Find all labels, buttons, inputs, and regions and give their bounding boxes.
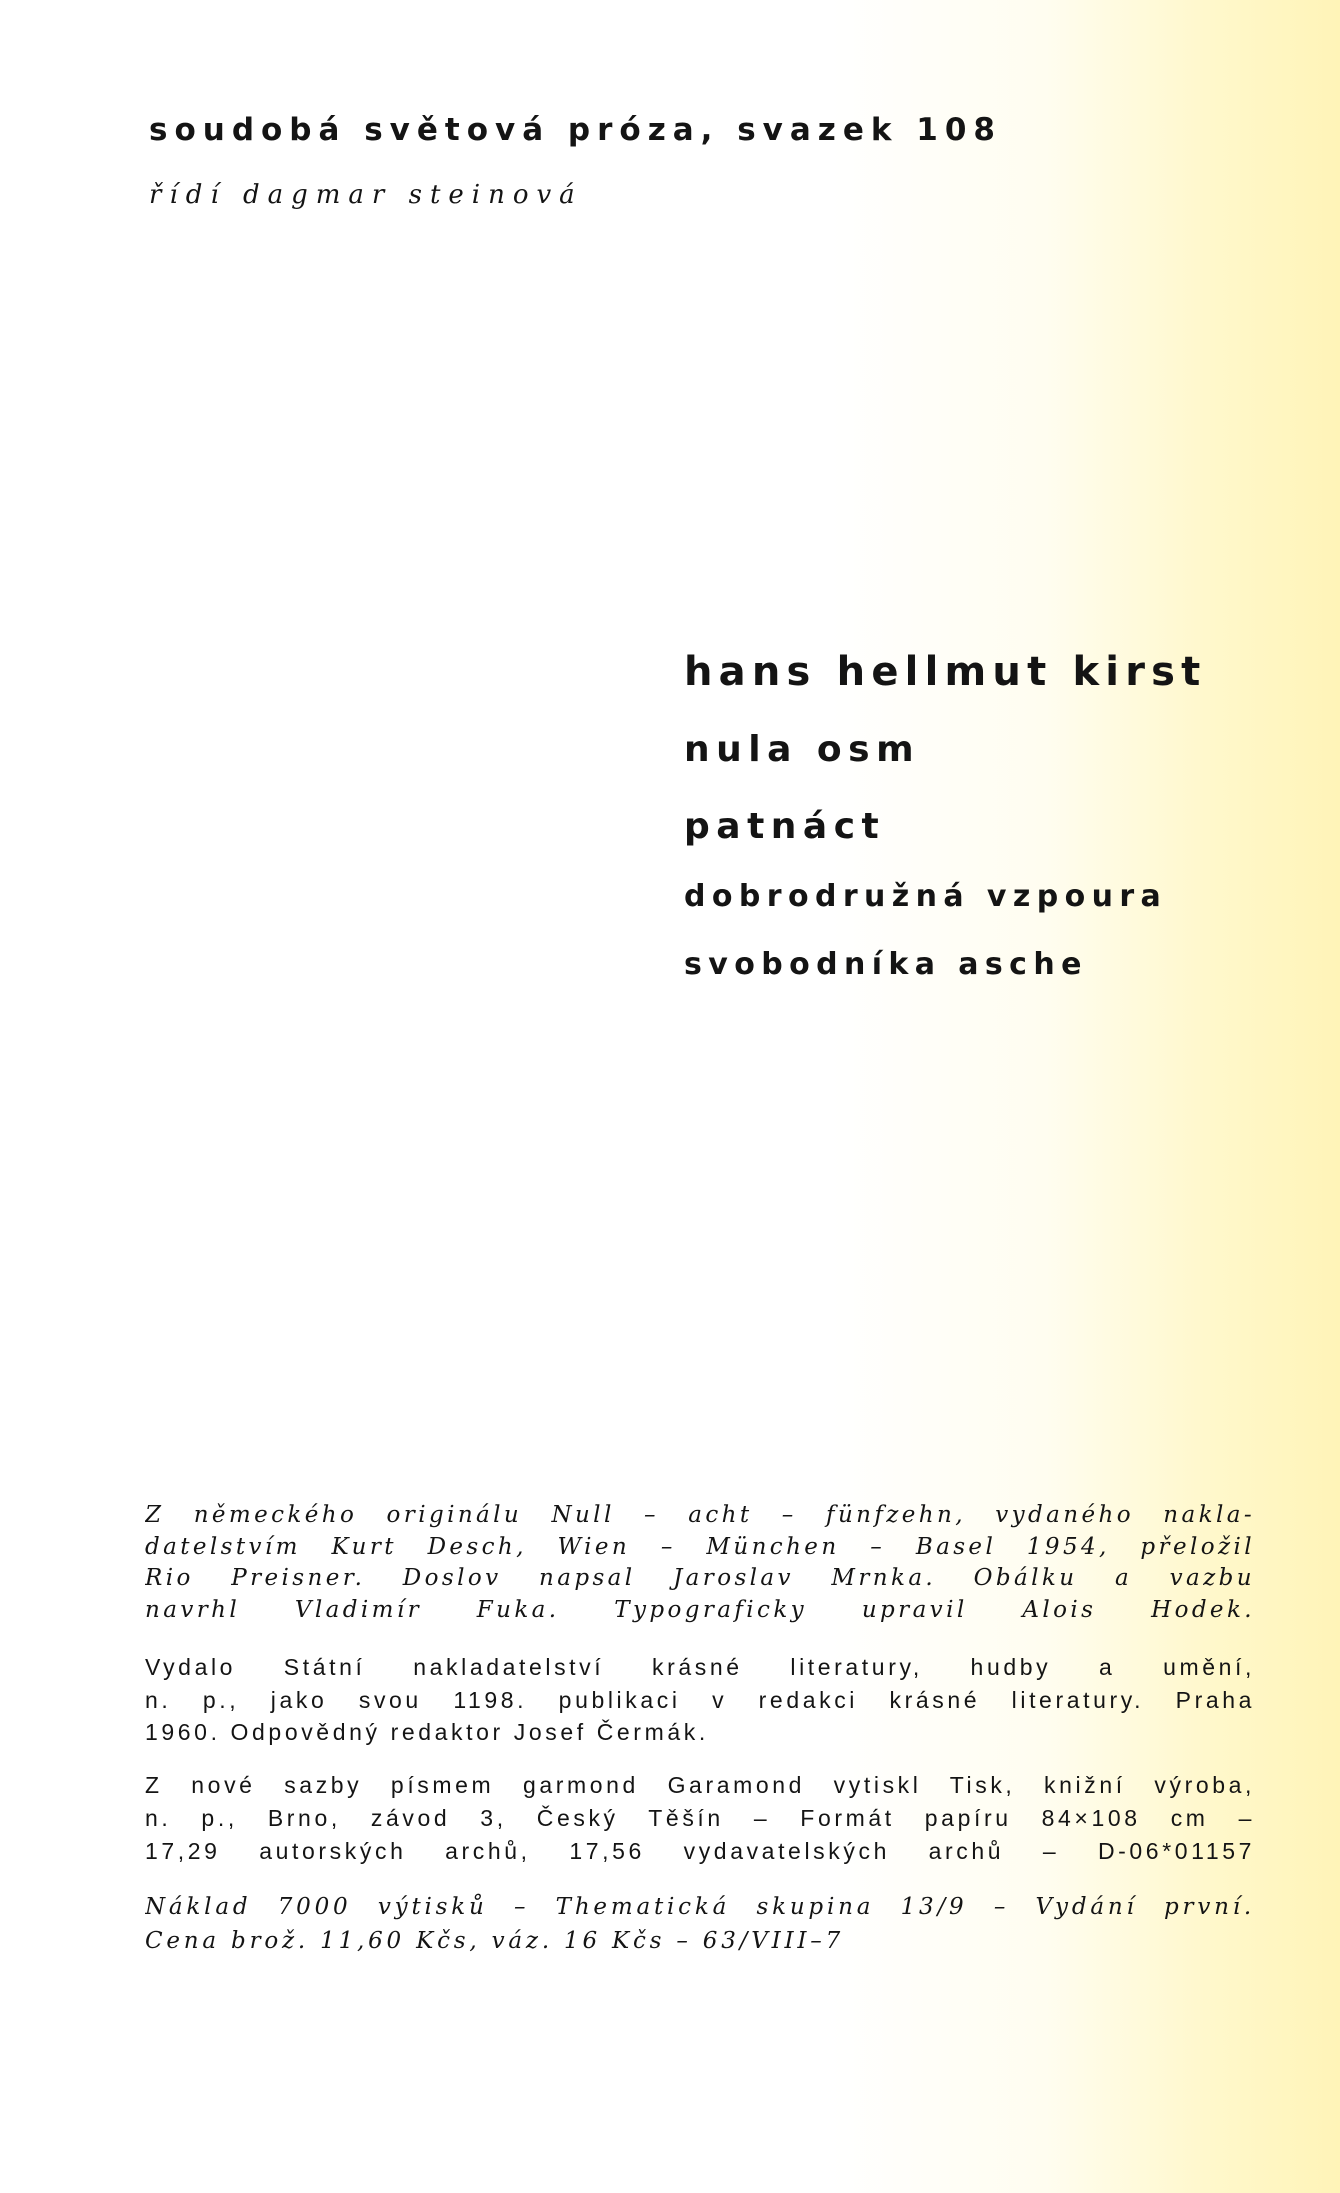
text-line: Rio Preisner. Doslov napsal Jaroslav Mrnka. Obálku a vazbu <box>145 1565 1255 1591</box>
text-line: Náklad 7000 výtisků – Thematická skupina 13/9 – Vydání první. <box>145 1894 1255 1920</box>
edition-note <box>145 1892 1255 1960</box>
text-line: Z německého originálu Null – acht – fünfzehn, vydaného nakla- <box>145 1502 1255 1528</box>
title-block <box>684 650 1206 1008</box>
text-line: Z nové sazby písmem garmond Garamond vytiskl Tisk, knižní výroba, <box>145 1772 1255 1798</box>
text-line: n. p., Brno, závod 3, Český Těšín – Formát papíru 84×108 cm – <box>145 1805 1255 1831</box>
print-note <box>145 1770 1255 1869</box>
text-line: 17,29 autorských archů, 17,56 vydavatelských archů – D-06*01157 <box>145 1838 1255 1864</box>
text-line: Cena brož. 11,60 Kčs, váz. 16 Kčs – 63/VIII–7 <box>145 1928 845 1954</box>
translation-note <box>145 1500 1255 1626</box>
series-title: soudobá světová próza, svazek 108 <box>149 112 1002 148</box>
text-line: Vydalo Státní nakladatelství krásné literatury, hudby a umění, <box>145 1654 1255 1680</box>
text-line: n. p., jako svou 1198. publikaci v redakci krásné literatury. Praha <box>145 1686 1255 1713</box>
text-line: navrhl Vladimír Fuka. Typograficky upravil Alois Hodek. <box>145 1596 1255 1623</box>
book-title-line-1: nula osm <box>684 729 921 770</box>
subtitle-line-2: svobodníka asche <box>684 947 1088 982</box>
publisher-note <box>145 1652 1255 1750</box>
author-name: hans hellmut kirst <box>684 649 1207 695</box>
book-title-line-2: patnáct <box>684 806 886 847</box>
text-line: 1960. Odpovědný redaktor Josef Čermák. <box>145 1719 709 1745</box>
text-line: datelstvím Kurt Desch, Wien – München – Basel 1954, přeložil <box>145 1533 1255 1560</box>
series-editor: řídí dagmar steinová <box>149 180 583 210</box>
subtitle-line-1: dobrodružná vzpoura <box>684 879 1168 914</box>
